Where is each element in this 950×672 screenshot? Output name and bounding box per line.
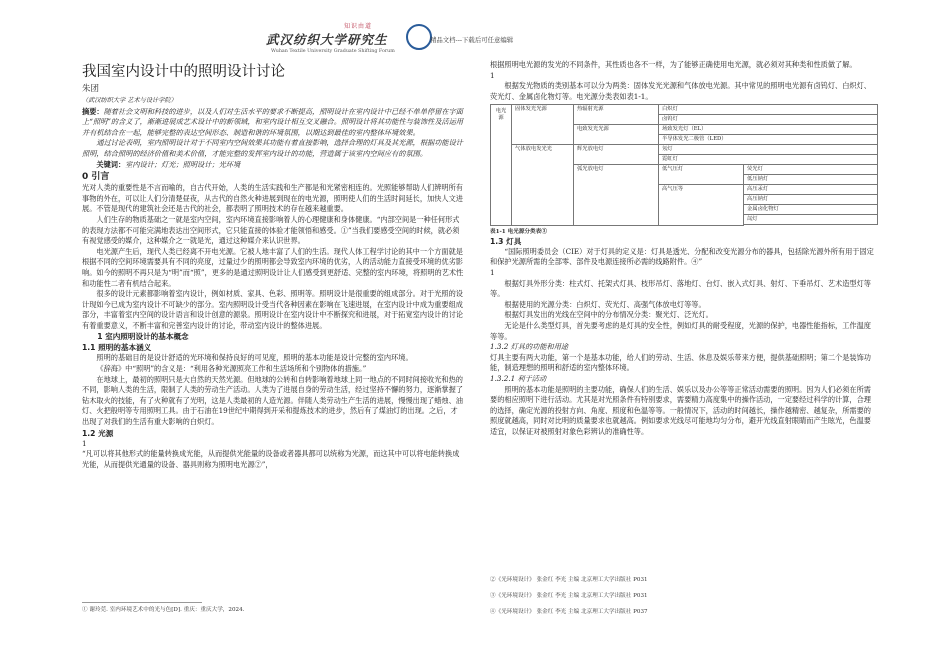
table-cell: 氙灯 bbox=[744, 215, 878, 225]
section-1-3-2-1-p1: 照明的基本功能是照明的主要功能，确保人们的生活、娱乐以及办公等等正常活动需要的照明。因为人们必须在所需要的相应照明下进行活动。尤其是对光照条件有特别要求，需要精力高度集中的操作活动，一定要经过科学的计算，合理的选择，确定光源的投射方向、角度、照度和色温等等。一般情况下，活动的时间越长，操作越精密、越复杂，所需要的照度就越高，同时对比明的质量要求也就越高。例如要求光线尽可能地均匀分布，避开光线直射眼睛而产生眩光，色温要适宜，以保证对被照射对象色彩辨认的准确性等。 bbox=[490, 384, 871, 436]
light-source-table bbox=[490, 104, 878, 226]
section-1-3-p4: 根据灯具发出的光线在空间中的分布情况分类：聚光灯、泛光灯。 bbox=[504, 310, 713, 320]
section-0-title: 0 引言 bbox=[82, 172, 110, 183]
abstract-text: 随着社会文明和科技的进步，以及人们对生活水平的要求不断提高，照明设计在室内设计中已经不单单停留在字面上“照明”的含义了，渐渐进展成艺术设计中的新领域，和室内设计相互交叉融合。照明设计将其功能性与装饰性及活运用并有机结合在一起，能够完整的表达空间形态、制造和谐的环境氛围，以期达到最佳的室内整体环境效果。 bbox=[82, 106, 464, 137]
table-cell: 氖灯 bbox=[659, 145, 878, 155]
table-cell: 辉光放电灯 bbox=[574, 145, 659, 165]
table-cell: 固体发光光源 bbox=[512, 105, 574, 145]
table-cell: 低气压灯 bbox=[659, 165, 744, 185]
author: 朱团 bbox=[82, 84, 100, 94]
section-1-2-number: 1 bbox=[82, 438, 87, 448]
download-note: 精品文档---下载后可任意编辑 bbox=[430, 36, 514, 44]
keywords-text: 室内设计；灯光；照明设计；光环境 bbox=[125, 159, 241, 169]
table-caption: 表1-1 电光源分类表③ bbox=[490, 228, 547, 235]
table-cell: 高气压等 bbox=[659, 185, 744, 226]
section-1-3-2-p1: 灯具主要有两大功能，第一个是基本功能，给人们的劳动、生活、休息及娱乐带来方便，提供基础照明；第二个是装饰功能，制造理想的照明和舒适的室内整体环境。 bbox=[490, 352, 871, 373]
section-0-p3: 电光源产生后，现代人类已经离不开电光源。它被人地丰富了人们的生活。现代人体工程学讨论的其中一个方面就是根据不同的空间环境需要具有不同的亮度，过量过少的照明都会导致室内环境的优劣，人的活动能力直接受环境的优劣影响。如今的照明不再只是为“明”而“照”，更多的是通过照明设计让人们感受到更舒适、完整的室内环境，将照明的艺术性和功能性二者有机结合起来。 bbox=[82, 246, 464, 288]
right-p-class: 根据发光物质的类别基本可以分为两类：固体发光光源和气体放电光源。其中常见的照明电光源有卤钨灯、白炽灯、荧光灯、金属卤化物灯等。电光源分类表如表1-1。 bbox=[490, 81, 871, 101]
abstract bbox=[82, 107, 464, 139]
section-1-3-p2: 根据灯具外形分类：柱式灯、托架式灯具、枝形吊灯、落地灯、台灯、嵌入式灯具、射灯、下垂吊灯、艺术造型灯等等。 bbox=[490, 278, 871, 299]
right-p-top: 根据照明电光源的发光的不同条件，其性质也各不一样，为了能够正确使用电光源，就必须对其种类和性质做了解。 bbox=[490, 60, 857, 69]
footnote: ③《光环境设计》 张金红 李光 主编 北京理工大学出版社 P031 bbox=[490, 593, 648, 599]
section-1-1-p1: 照明的基础目的是设计舒适的光环境和保持良好的可见度，照明的基本功能是设计完整的室内环境。 bbox=[96, 353, 413, 363]
table-cell: 场致发光灯（EL） bbox=[659, 125, 878, 135]
university-logo-icon bbox=[406, 24, 432, 50]
footnote-rule bbox=[82, 602, 202, 603]
footnotes-right bbox=[490, 576, 878, 616]
footnote-left: ① 谢玲莞. 室内环境艺术中的光与色[D]. 重庆：重庆大学，2024. bbox=[82, 607, 245, 613]
table-cell: 荧光灯 bbox=[744, 165, 878, 175]
logo-tagline: 知识由道 bbox=[344, 23, 373, 30]
section-1-3-title: 1.3 灯具 bbox=[490, 236, 522, 246]
abstract-label: 摘要： bbox=[82, 106, 104, 116]
right-column bbox=[490, 60, 878, 438]
section-1-3-p1: “国际照明委员会（CIE）对于灯具的定义是：灯具是透光、分配和改变光源分布的器具，包括除光源外所有用于固定和保护光源所需的全部零、部件及电源连接所必需的线路附件。④” bbox=[490, 246, 874, 267]
paper-title: 我国室内设计中的照明设计讨论 bbox=[82, 64, 285, 80]
university-logo-text: 武汉纺织大学研究生 bbox=[266, 32, 388, 47]
section-1-2-title: 1.2 光源 bbox=[82, 428, 114, 438]
affiliation: （武汉纺织大学 艺术与设计学院） bbox=[82, 97, 177, 104]
section-1-1-p2: 《辞海》中“照明”的含义是：“利用各种光源照亮工作和生活场所和个别物体的措施。” bbox=[96, 364, 367, 374]
table-cell: 高压钠灯 bbox=[744, 195, 878, 205]
section-1-3-2-1-title: 1.3.2.1 利于活动 bbox=[490, 374, 547, 383]
table-cell: 电致发光光源 bbox=[574, 125, 659, 145]
section-1-3-2-title: 1.3.2 灯具的功能和用途 bbox=[490, 342, 569, 352]
table-cell: 半导体发光二极管（LED） bbox=[659, 135, 878, 145]
university-logo-english: Wuhan Textile University Graduate Shifting Forum bbox=[271, 49, 395, 54]
left-column bbox=[82, 63, 464, 470]
table-cell: 高压汞灯 bbox=[744, 185, 878, 195]
table-cell: 热辐射光源 bbox=[574, 105, 659, 125]
table-cell: 卤钨灯 bbox=[659, 115, 878, 125]
table-cell: 金属卤化物灯 bbox=[744, 205, 878, 215]
section-1-3-p3: 根据使用的光源分类：白炽灯、荧光灯、高强气体放电灯等等。 bbox=[504, 299, 706, 309]
section-1-2-p1: “凡可以将其他形式的能量转换成光能，从而提供光能量的设备或者器具都可以统称为光源，而这其中可以将电能转换成光能，从而提供光通量的设备、器具则称为照明电光源②”， bbox=[82, 449, 460, 469]
footnote: ④《光环境设计》 张金红 李光 主编 北京理工大学出版社 P037 bbox=[490, 609, 648, 615]
section-0-p4: 很多的设计元素都影响着室内设计，例如材质、家具、色彩、照明等。照明设计是很重要的组成部分。对于光照的设计现如今已成为室内设计不可缺少的部分。室内照明设计受当代各种因素在影响在飞速进展，在室内设计中成为重要组成部分，丰富着室内空间的设计语言和设计创意的源泉。照明设计在室内设计中不断探究和进展，对于拓宽室内设计的讨论有着重要意义，不断丰富和完善室内设计的讨论，带动室内设计的整体进展。 bbox=[82, 289, 463, 330]
table-cell: 弧光放电灯 bbox=[574, 165, 659, 226]
table-cell: 气体放电发光光 bbox=[512, 145, 574, 226]
right-number-1: 1 bbox=[490, 70, 495, 80]
keywords-label: 关键词： bbox=[96, 159, 126, 169]
section-0-p2: 人们生存的物质基础之一就是室内空间，室内环境直接影响着人的心理健康和身体健康。“内部空间是一种任何形式的表现方法都不可能完满地表达出空间形式，它只能直接的体验才能领悟和感受。①”当我们要感受空间的时候，就必须有视觉感受的媒介，这种媒介之一就是光，通过这种媒介来认识世界。 bbox=[82, 214, 460, 246]
table-cell: 低压钠灯 bbox=[744, 175, 878, 185]
table-cell: 电光源 bbox=[491, 105, 512, 226]
section-0-p1: 光对人类的重要性是不言而喻的，自古代开始，人类的生活实践和生产都是和光紧密相连的。光照能够帮助人们辨明所有事物的外在，可以让人们分清楚昼夜，从古代的自然火种进展到现在的电光源，照明使人们的生活时间延长，加快人文进展。不管是现代的建筑社会还是古代的社会，都表明了照明技术的存在越来越重要。 bbox=[82, 183, 463, 214]
abstract-p2: 通过讨论表明，室内照明设计对于不同室内空间效果其功能有着直接影响，选择合理的灯具及其光源，根据功能设计照明，结合照明的经济价值和美术价值，才能完整的发挥室内设计的功能，营造属于该室内空间应有的氛围。 bbox=[82, 138, 463, 158]
table-cell: 白炽灯 bbox=[659, 105, 878, 115]
footnote: ②《光环境设计》 张金红 李光 主编 北京理工大学出版社 P031 bbox=[490, 577, 648, 583]
table-spacer bbox=[744, 225, 878, 226]
section-1-title: 1 室内照明设计的基本概念 bbox=[97, 332, 189, 342]
section-1-3-p5: 无论是什么类型灯具，首先要考虑的是灯具的安全性，例如灯具的耐受程度，光源的保护，电器性能指标，工作温度等等。 bbox=[490, 321, 871, 341]
keywords bbox=[82, 160, 464, 171]
table-cell: 霓虹灯 bbox=[659, 155, 878, 165]
section-1-1-title: 1.1 照明的基本涵义 bbox=[82, 343, 152, 353]
right-number-2: 1 bbox=[490, 268, 495, 278]
section-1-1-p3: 在地球上，最初的照明只是大自然的天然光源。但地球的公转和自转影响着地球上同一地点的不同时间接收光和热的不同，影响人类的生活，限制了人类的劳动生产活动。人类为了进展自身的劳动生活，经过坚持不懈的努力，逐渐掌握了钻木取火的技能，有了火种就有了光明，这是人类最初的人造光源。伴随人类劳动生产生活的进展，慢慢出现了蜡烛、油灯、火把般明等专用照明工具。由于石油在19世纪中期得到开采和提炼技术的进步，然后有了煤油灯的出现。之后，才出现了对我们的生活有重大影响的白炽灯。 bbox=[82, 374, 463, 427]
